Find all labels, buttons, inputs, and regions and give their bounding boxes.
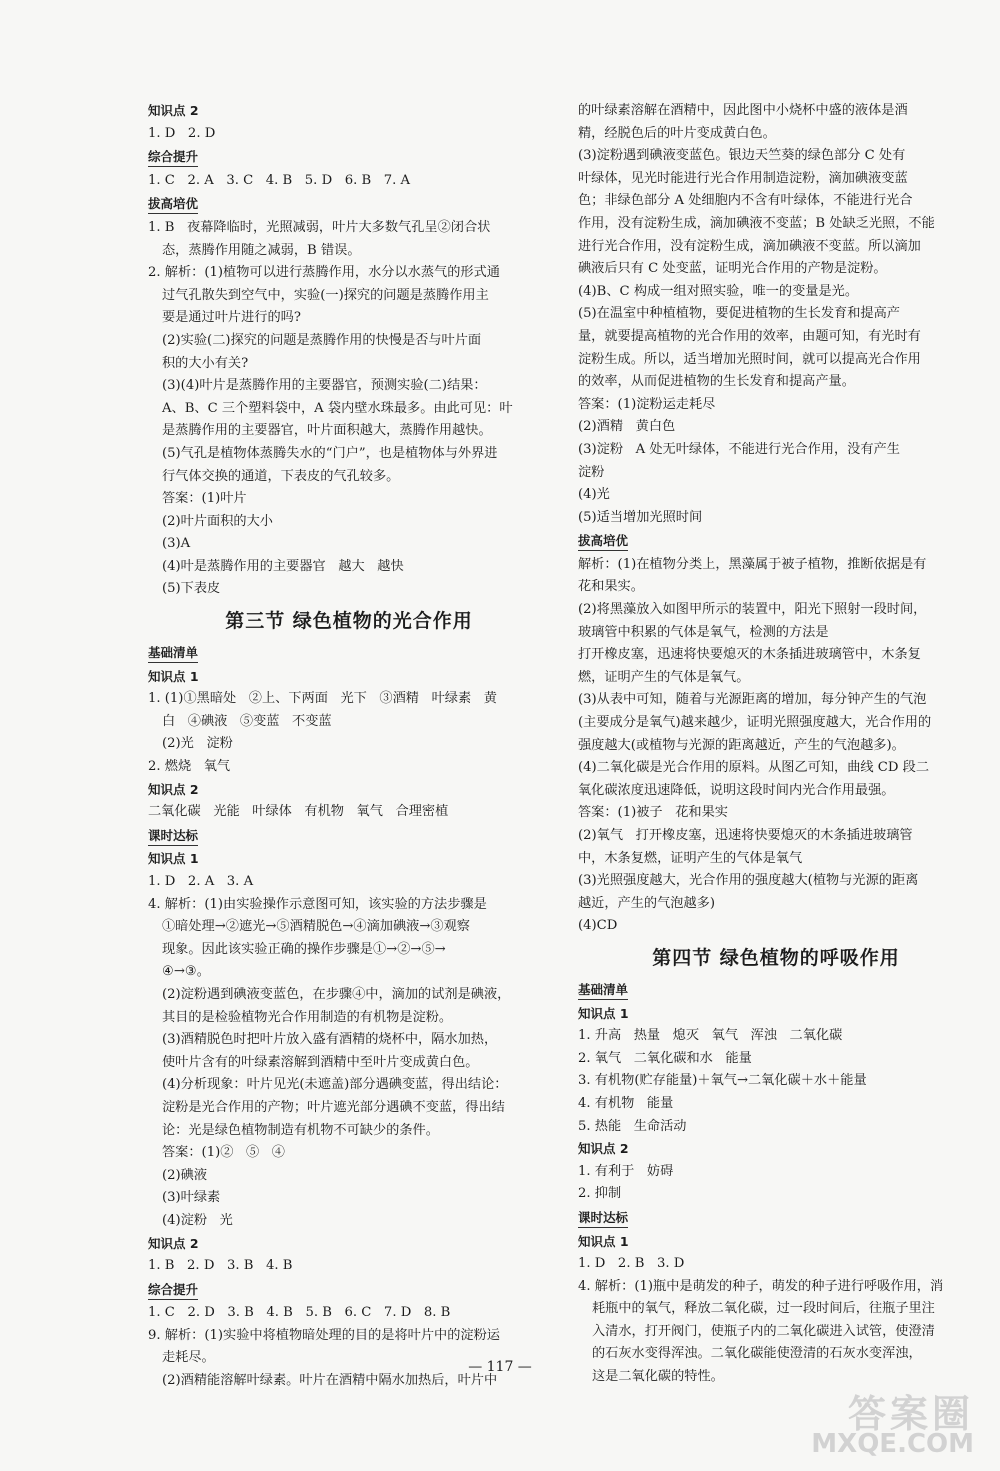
text-line: (4)二氧化碳是光合作用的原料。从图乙可知，曲线 CD 段二 — [578, 760, 930, 776]
section-label: 课时达标 — [148, 826, 198, 846]
watermark-title: 答案圈 — [847, 1392, 974, 1436]
text-line: 的效率，从而促进植物的生长发育和提高产量。 — [578, 374, 855, 390]
text-line: 1. B 夜幕降临时，光照减弱，叶片大多数气孔呈②闭合状 — [148, 219, 491, 235]
text-line: (5)在温室中种植植物，要促进植物的生长发育和提高产 — [578, 306, 900, 322]
section-label: 拔高培优 — [578, 531, 628, 551]
text-line: 1. D 2. A 3. A — [148, 874, 254, 889]
text-line: 积的大小有关? — [162, 355, 249, 371]
text-line: 1. 升高 热量 熄灭 氧气 浑浊 二氧化碳 — [578, 1028, 843, 1044]
section-label-row — [148, 192, 550, 217]
text-line: 的石灰水变得浑浊。二氧化碳能使澄清的石灰水变浑浊， — [592, 1346, 922, 1362]
text-line: 其目的是检验植物光合作用制造的有机物是淀粉。 — [162, 1009, 453, 1025]
text-line: (2)光 淀粉 — [162, 736, 233, 752]
text-line: 叶绿体，见光时能进行光合作用制造淀粉，滴加碘液变蓝 — [578, 170, 908, 186]
section-label: 拔高培优 — [148, 194, 198, 214]
text-line: 作用，没有淀粉生成，滴加碘液不变蓝；B 处缺乏光照，不能 — [578, 215, 935, 231]
text-line: 燃，证明产生的气体是氧气。 — [578, 669, 750, 685]
text-line: 答案：(1)叶片 — [162, 491, 247, 507]
text-line: 强度越大(或植物与光源的距离越近，产生的气泡越多)。 — [578, 737, 905, 753]
text-line: 1. D 2. B 3. D — [578, 1256, 685, 1272]
section-label: 综合提升 — [148, 147, 198, 167]
left-column — [148, 100, 550, 1393]
text-line: 4. 解析：(1)瓶中是萌发的种子，萌发的种子进行呼吸作用，消 — [578, 1278, 944, 1294]
knowledge-point-heading: 知识点 1 — [148, 668, 199, 684]
right-column — [578, 100, 974, 1389]
text-line: (4)B、C 构成一组对照实验，唯一的变量是光。 — [578, 283, 859, 299]
text-line: (2)将黑藻放入如图甲所示的装置中，阳光下照射一段时间， — [578, 602, 927, 618]
text-line: 是蒸腾作用的主要器官，叶片面积越大，蒸腾作用越快。 — [162, 423, 492, 439]
knowledge-point-heading: 知识点 1 — [578, 1005, 629, 1021]
text-line: (2)实验(二)探究的问题是蒸腾作用的快慢是否与叶片面 — [162, 332, 482, 348]
text-line: ①暗处理→②遮光→⑤酒精脱色→④滴加碘液→③观察 — [162, 919, 470, 935]
text-line: (3)A — [162, 536, 191, 552]
text-line: 1. (1)①黑暗处 ②上、下两面 光下 ③酒精 叶绿素 黄 — [148, 691, 497, 707]
text-line: 的叶绿素溶解在酒精中，因此图中小烧杯中盛的液体是酒 — [578, 103, 908, 118]
section-label-row — [148, 145, 550, 170]
section-label-row — [148, 641, 550, 666]
text-line: 中，木条复燃，证明产生的气体是氧气 — [578, 850, 803, 866]
text-line: (2)叶片面积的大小 — [162, 513, 273, 529]
text-line: 走耗尽。 — [162, 1350, 215, 1366]
text-line: (4)分析现象：叶片见光(未遮盖)部分遇碘变蓝，得出结论： — [162, 1077, 508, 1093]
section-label: 课时达标 — [578, 1208, 628, 1228]
text-line: (2)碘液 — [162, 1167, 208, 1183]
knowledge-point-heading: 知识点 2 — [148, 781, 199, 797]
text-line: (5)下表皮 — [162, 581, 221, 597]
knowledge-point-heading: 知识点 1 — [148, 851, 199, 867]
text-line: 打开橡皮塞，迅速将快要熄灭的木条插进玻璃管中，木条复 — [578, 647, 921, 663]
text-line: 态，蒸腾作用随之减弱，B 错误。 — [162, 242, 361, 258]
text-line: (2)淀粉遇到碘液变蓝色，在步骤④中，滴加的试剂是碘液， — [162, 986, 511, 1002]
text-line: 玻璃管中积累的气体是氧气，检测的方法是 — [578, 624, 829, 640]
text-line: (3)叶绿素 — [162, 1190, 221, 1206]
section-label: 综合提升 — [148, 1280, 198, 1300]
text-line: 1. C 2. A 3. C 4. B 5. D 6. B 7. A — [148, 172, 411, 188]
text-line: 进行光合作用，没有淀粉生成，滴加碘液不变蓝。所以滴加 — [578, 238, 921, 254]
text-line: (3)淀粉 A 处无叶绿体，不能进行光合作用，没有产生 — [578, 441, 900, 457]
section-label: 基础清单 — [578, 980, 628, 1000]
text-line: (5)气孔是植物体蒸腾失水的“门户”，也是植物体与外界进 — [162, 445, 498, 461]
watermark-logo — [811, 1392, 974, 1459]
knowledge-point-heading: 知识点 1 — [578, 1233, 629, 1249]
text-line: 2. 解析：(1)植物可以进行蒸腾作用，水分以水蒸气的形式通 — [148, 265, 500, 281]
text-line: 色；非绿色部分 A 处细胞内不含有叶绿体，不能进行光合 — [578, 193, 913, 209]
text-line: 1. 有利于 妨碍 — [578, 1163, 674, 1179]
page-number: — 117 — — [468, 1359, 532, 1375]
text-line: 5. 热能 生命活动 — [578, 1118, 687, 1134]
text-line: ④→③。 — [162, 964, 210, 980]
text-line: 淀粉是光合作用的产物；叶片遮光部分遇碘不变蓝，得出结 — [162, 1099, 505, 1115]
text-line: 解析：(1)在植物分类上，黑藻属于被子植物，推断依据是有 — [578, 556, 927, 572]
text-line: 精，经脱色后的叶片变成黄白色。 — [578, 125, 776, 141]
text-line: (3)从表中可知，随着与光源距离的增加，每分钟产生的气泡 — [578, 692, 927, 708]
text-line: 行气体交换的通道，下表皮的气孔较多。 — [162, 468, 400, 484]
text-line: 这是二氧化碳的特性。 — [592, 1369, 724, 1385]
knowledge-point-heading: 知识点 2 — [578, 1141, 629, 1157]
chapter-title: 第三节 绿色植物的光合作用 — [225, 610, 473, 633]
text-line: 氧化碳浓度迅速降低，说明这段时间内光合作用最强。 — [578, 782, 895, 798]
text-line: 答案：(1)淀粉运走耗尽 — [578, 396, 716, 412]
text-line: (2)酒精能溶解叶绿素。叶片在酒精中隔水加热后，叶片中 — [162, 1373, 498, 1389]
text-line: (2)氧气 打开橡皮塞，迅速将快要熄灭的木条插进玻璃管 — [578, 828, 913, 843]
text-line: (2)酒精 黄白色 — [578, 419, 676, 435]
text-line: (4)淀粉 光 — [162, 1212, 233, 1228]
text-line: 2. 抑制 — [578, 1186, 622, 1202]
section-label-row — [578, 978, 974, 1003]
text-line: (3)(4)叶片是蒸腾作用的主要器官，预测实验(二)结果： — [162, 378, 487, 394]
chapter-title: 第四节 绿色植物的呼吸作用 — [652, 946, 900, 969]
text-line: 二氧化碳 光能 叶绿体 有机物 氧气 合理密植 — [148, 804, 449, 820]
text-line: (主要成分是氧气)越来越少，证明光照强度越大，光合作用的 — [578, 715, 932, 731]
text-line: (5)适当增加光照时间 — [578, 509, 703, 525]
knowledge-point-heading: 知识点 2 — [148, 1235, 199, 1251]
text-line: 4. 解析：(1)由实验操作示意图可知，该实验的方法步骤是 — [148, 896, 487, 912]
section-label: 基础清单 — [148, 643, 198, 663]
text-line: (4)光 — [578, 487, 610, 503]
text-line: (4)CD — [578, 918, 618, 934]
text-line: 答案：(1)② ⑤ ④ — [162, 1145, 285, 1161]
text-line: 要是通过叶片进行的吗? — [162, 310, 301, 326]
text-line: (3)光照强度越大，光合作用的强度越大(植物与光源的距离 — [578, 873, 919, 889]
section-label-row — [148, 824, 550, 849]
text-line: 1. C 2. D 3. B 4. B 5. B 6. C 7. D 8. B — [148, 1305, 451, 1321]
knowledge-point-heading: 知识点 2 — [148, 103, 199, 118]
text-line: 4. 有机物 能量 — [578, 1095, 674, 1111]
section-label-row — [148, 1278, 550, 1303]
text-line: 2. 氧气 二氧化碳和水 能量 — [578, 1050, 752, 1066]
text-line: 耗瓶中的氧气，释放二氧化碳，过一段时间后，往瓶子里注 — [592, 1301, 935, 1317]
text-line: 花和果实。 — [578, 579, 644, 595]
text-line: 淀粉生成。所以，适当增加光照时间，就可以提高光合作用 — [578, 351, 921, 367]
text-line: 现象。因此该实验正确的操作步骤是①→②→⑤→ — [162, 941, 446, 957]
text-line: 1. B 2. D 3. B 4. B — [148, 1258, 293, 1274]
text-line: (3)淀粉遇到碘液变蓝色。银边天竺葵的绿色部分 C 处有 — [578, 148, 906, 164]
section-label-row — [578, 529, 974, 554]
text-line: 淀粉 — [578, 464, 605, 480]
text-line: 3. 有机物(贮存能量)＋氧气→二氧化碳＋水＋能量 — [578, 1073, 867, 1089]
watermark-url: MXQE.COM — [811, 1429, 974, 1459]
text-line: 2. 燃烧 氧气 — [148, 759, 231, 775]
text-line: 量，就要提高植物的光合作用的效率，由题可知，有光时有 — [578, 328, 921, 344]
text-line: 越近，产生的气泡越多) — [578, 895, 716, 911]
text-line: 答案：(1)被子 花和果实 — [578, 805, 728, 821]
text-line: 9. 解析：(1)实验中将植物暗处理的目的是将叶片中的淀粉运 — [148, 1327, 500, 1343]
text-line: (4)叶是蒸腾作用的主要器官 越大 越快 — [162, 558, 404, 574]
text-line: 1. D 2. D — [148, 125, 216, 141]
text-line: A、B、C 三个塑料袋中，A 袋内壁水珠最多。由此可见：叶 — [162, 400, 513, 416]
text-line: 碘液后只有 C 处变蓝，证明光合作用的产物是淀粉。 — [578, 261, 887, 277]
text-line: 论：光是绿色植物制造有机物不可缺少的条件。 — [162, 1122, 439, 1138]
text-line: 入清水，打开阀门，使瓶子内的二氧化碳进入试管，使澄清 — [592, 1323, 935, 1339]
section-label-row — [578, 1206, 974, 1231]
text-line: (3)酒精脱色时把叶片放入盛有酒精的烧杯中，隔水加热， — [162, 1032, 498, 1048]
text-line: 白 ④碘液 ⑤变蓝 不变蓝 — [162, 713, 332, 729]
text-line: 过气孔散失到空气中，实验(一)探究的问题是蒸腾作用主 — [162, 287, 489, 303]
text-line: 使叶片含有的叶绿素溶解到酒精中至叶片变成黄白色。 — [162, 1054, 479, 1070]
